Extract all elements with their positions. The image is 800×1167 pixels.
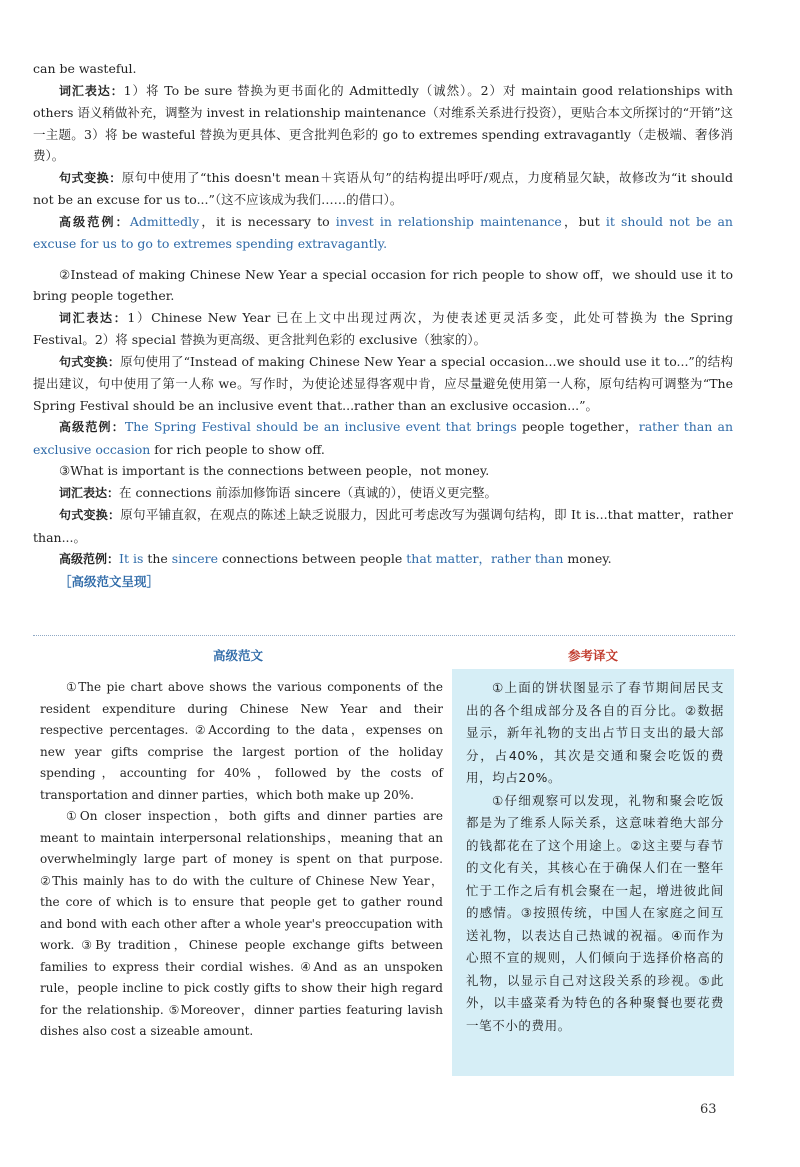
- example-label: 高级范例：: [59, 214, 130, 229]
- sentence-paragraph-2: 句式变换：原句使用了“Instead of making Chinese New Year a special occasion...we should use it to...”的结构提出建议，句中使用了第一人称 we。写作时，为使论述显得客观中肯，应尽量避免使用第一人称，原句结构可调整为“The Spring Festival should be an inclusive event that...rather than an exclusive occasion...”。: [33, 353, 733, 413]
- model-essay-column: [33, 643, 443, 1043]
- model-essay-title: 高级范文: [212, 648, 263, 663]
- vocab-label: 词汇表达：: [59, 485, 120, 500]
- model-essay-body: [33, 669, 443, 1043]
- vocab-paragraph-3: 词汇表达：在 connections 前添加修饰语 sincere（真诚的），使语义更完整。: [59, 484, 497, 500]
- sentence-paragraph-1: 句式变换：原句中使用了“this doesn't mean＋宾语从句”的结构提出呼吁/观点，力度稍显欠缺，故修改为“it should not be an excuse for us to...”（这不应该成为我们……的借口）。: [33, 169, 733, 207]
- translation-column: [452, 643, 734, 1076]
- sentence-label: 句式变换：: [59, 354, 121, 369]
- example-paragraph-2: 高级范例：The Spring Festival should be an inclusive event that brings people together，rather than an exclusive occasion for rich people to show off.: [33, 419, 733, 457]
- dotted-divider: [33, 635, 735, 636]
- continued-text: can be wasteful.: [33, 61, 137, 76]
- translation-paragraph-1: ①上面的饼状图显示了春节期间居民支出的各个组成部分及各自的百分比。②数据显示，新年礼物的支出占节日支出的最大部分，占40%，其次是交通和聚会吃饭的费用，均占20%。: [466, 680, 724, 785]
- example-paragraph-3: 高级范例：It is the sincere connections between people that matter，rather than money.: [59, 551, 612, 566]
- analysis-section: [33, 58, 733, 592]
- page-number: 63: [700, 1102, 717, 1117]
- section-heading: ［高级范文呈现］: [59, 573, 160, 589]
- example-label: 高级范例：: [59, 552, 120, 566]
- translation-title: 参考译文: [452, 643, 734, 669]
- vocab-paragraph-2: 词汇表达：1）Chinese New Year 已在上文中出现过两次，为使表述更灵活多变，此处可替换为 the Spring Festival。2）将 special 替换为更高级、更含批判色彩的 exclusive（独家的）。: [33, 309, 733, 347]
- original-sentence-3: ③What is important is the connections between people，not money.: [59, 463, 490, 478]
- example-label: 高级范例：: [59, 420, 125, 434]
- essay-paragraph-2: ①On closer inspection，both gifts and dinner parties are meant to maintain interpersonal relationships，meaning that an overwhelmingly large part of money is spent on that purpose. ②This mainly has to do with the culture of Chinese New Year，the core of which is to ensure that people get to gather round and bond with each other after a whole year's preoccupation with work. ③By tradition，Chinese people exchange gifts between families to express their cordial wishes. ④And as an unspoken rule，people incline to pick costly gifts to show their high regard for the relationship. ⑤Moreover，dinner parties featuring lavish dishes also cost a sizeable amount.: [40, 809, 443, 1038]
- sentence-label: 句式变换：: [59, 170, 122, 185]
- translation-body: [452, 669, 734, 1037]
- translation-paragraph-2: ①仔细观察可以发现，礼物和聚会吃饭都是为了维系人际关系，这意味着绝大部分的钱都花在了这个用途上。②这主要与春节的文化有关，其核心在于确保人们在一整年忙于工作之后有机会聚在一起，增进彼此间的感情。③按照传统，中国人在家庭之间互送礼物，以表达自己热诚的祝福。④而作为心照不宣的规则，人们倾向于选择价格高的礼物，以显示自己对这段关系的珍视。⑤此外，以丰盛菜肴为特色的各种聚餐也要花费一笔不小的费用。: [466, 792, 724, 1033]
- vocab-label: 词汇表达：: [59, 83, 124, 98]
- original-sentence-2: ②Instead of making Chinese New Year a special occasion for rich people to show off，we should use it to bring people together.: [33, 266, 733, 303]
- vocab-paragraph-1: 词汇表达：1）将 To be sure 替换为更书面化的 Admittedly（诚然）。2）对 maintain good relationships with others 语义稍做补充，调整为 invest in relationship maintenance（对维系关系进行投资），更贴合本文所探讨的“开销”这一主题。3）将 be wasteful 替换为更具体、更含批判色彩的 go to extremes spending extravagantly（走极端、奢侈消费）。: [33, 82, 733, 163]
- essay-paragraph-1: ①The pie chart above shows the various components of the resident expenditure during Chinese New Year and their respective percentages. ②According to the data，expenses on new year gifts comprise the largest portion of the holiday spending，accounting for 40%，followed by the costs of transportation and dinner parties，which both make up 20%.: [40, 680, 443, 802]
- sentence-paragraph-3: 句式变换：原句平铺直叙，在观点的陈述上缺乏说服力，因此可考虑改写为强调句结构，即 It is...that matter，rather than...。: [33, 507, 733, 545]
- example-paragraph-1: 高级范例：Admittedly，it is necessary to invest in relationship maintenance，but it should not be an excuse for us to go to extremes spending extravagantly.: [33, 213, 733, 251]
- sentence-label: 句式变换：: [59, 508, 121, 522]
- vocab-label: 词汇表达：: [59, 310, 128, 325]
